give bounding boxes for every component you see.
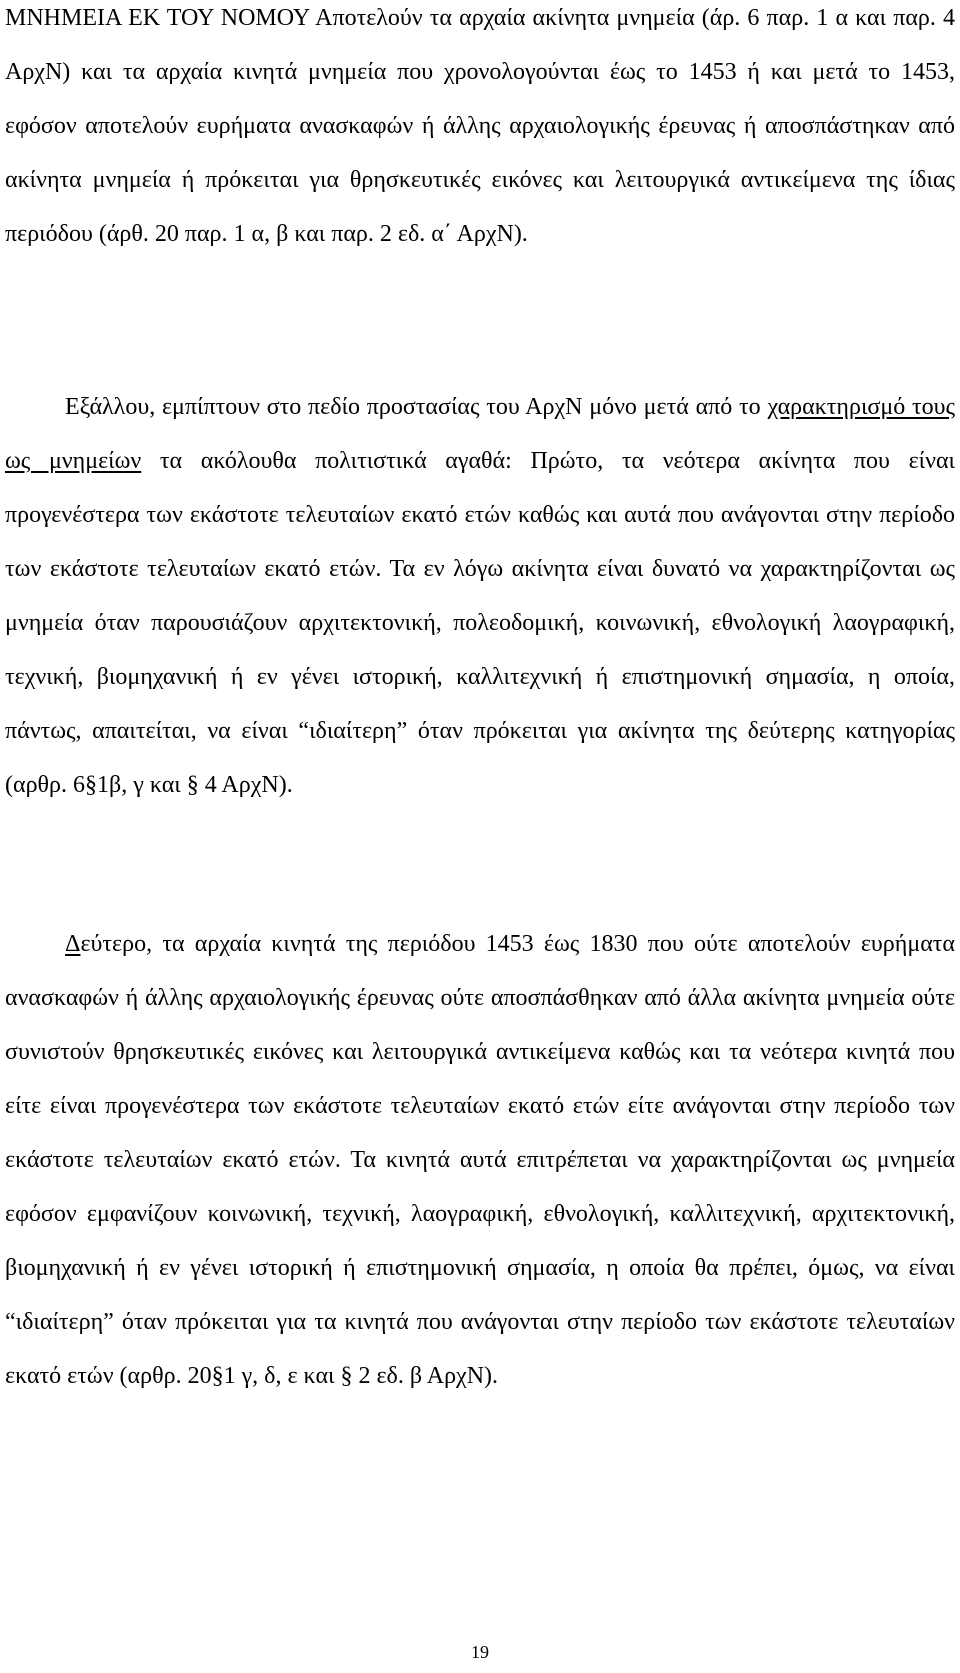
underlined-initial-letter: Δ	[65, 931, 81, 957]
paragraph-modern-immovables	[5, 380, 955, 812]
paragraph-2-text-rest: τα ακόλουθα πολιτιστικά αγαθά: Πρώτο, τα νεότερα ακίνητα που είναι προγενέστερα των εκάστοτε τελευταίων εκατό ετών καθώς και αυτά που ανάγονται στην περίοδο των εκάστοτε τελευταίων εκατό ετών. Τα εν λόγω ακίνητα είναι δυνατό να χαρακτηρίζονται ως μνημεία όταν παρουσιάζουν αρχιτεκτονική, πολεοδομική, κοινωνική, εθνολογική λαογραφική, τεχνική, βιομηχανική ή εν γένει ιστορική, καλλιτεχνική ή επιστημονική σημασία, η οποία, πάντως, απαιτείται, να είναι “ιδιαίτερη” όταν πρόκειται για ακίνητα της δεύτερης κατηγορίας (αρθρ. 6§1β, γ και § 4 ΑρχΝ).	[5, 448, 955, 798]
paragraph-2-text-start: Εξάλλου, εμπίπτουν στο πεδίο προστασίας του ΑρχΝ μόνο μετά από το	[65, 394, 768, 420]
paragraph-3-text-rest: εύτερο, τα αρχαία κινητά της περιόδου 1453 έως 1830 που ούτε αποτελούν ευρήματα ανασκαφών ή άλλης αρχαιολογικής έρευνας ούτε αποσπάσθηκαν από άλλα ακίνητα μνημεία ούτε συνιστούν θρησκευτικές εικόνες και λειτουργικά αντικείμενα καθώς και τα νεότερα κινητά που είτε είναι προγενέστερα των εκάστοτε τελευταίων εκατό ετών είτε ανάγονται στην περίοδο των εκάστοτε τελευταίων εκατό ετών. Τα κινητά αυτά επιτρέπεται να χαρακτηρίζονται ως μνημεία εφόσον εμφανίζουν κοινωνική, τεχνική, λαογραφική, εθνολογική, καλλιτεχνική, αρχιτεκτονική, βιομηχανική ή εν γένει ιστορική ή επιστημονική σημασία, η οποία θα πρέπει, όμως, να είναι “ιδιαίτερη” όταν πρόκειται για τα κινητά που ανάγονται στην περίοδο των εκάστοτε τελευταίων εκατό ετών (αρθρ. 20§1 γ, δ, ε και § 2 εδ. β ΑρχΝ).	[5, 931, 955, 1389]
page-number: 19	[471, 1642, 489, 1662]
paragraph-monuments-by-law: ΜΝΗΜΕΙΑ ΕΚ ΤΟΥ ΝΟΜΟΥ Αποτελούν τα αρχαία ακίνητα μνημεία (άρ. 6 παρ. 1 α και παρ. 4 ΑρχΝ) και τα αρχαία κινητά μνημεία που χρονολογούνται έως το 1453 ή και μετά το 1453, εφόσον αποτελούν ευρήματα ανασκαφών ή άλλης αρχαιολογικής έρευνας ή αποσπάστηκαν από ακίνητα μνημεία ή πρόκειται για θρησκευτικές εικόνες και λειτουργικά αντικείμενα της ίδιας περιόδου (άρθ. 20 παρ. 1 α, β και παρ. 2 εδ. α΄ ΑρχΝ).	[5, 5, 955, 247]
underlined-characterization-phrase: χαρακτηρισμό τους ως μνημείων	[5, 394, 955, 474]
paragraph-movables	[5, 917, 955, 1403]
